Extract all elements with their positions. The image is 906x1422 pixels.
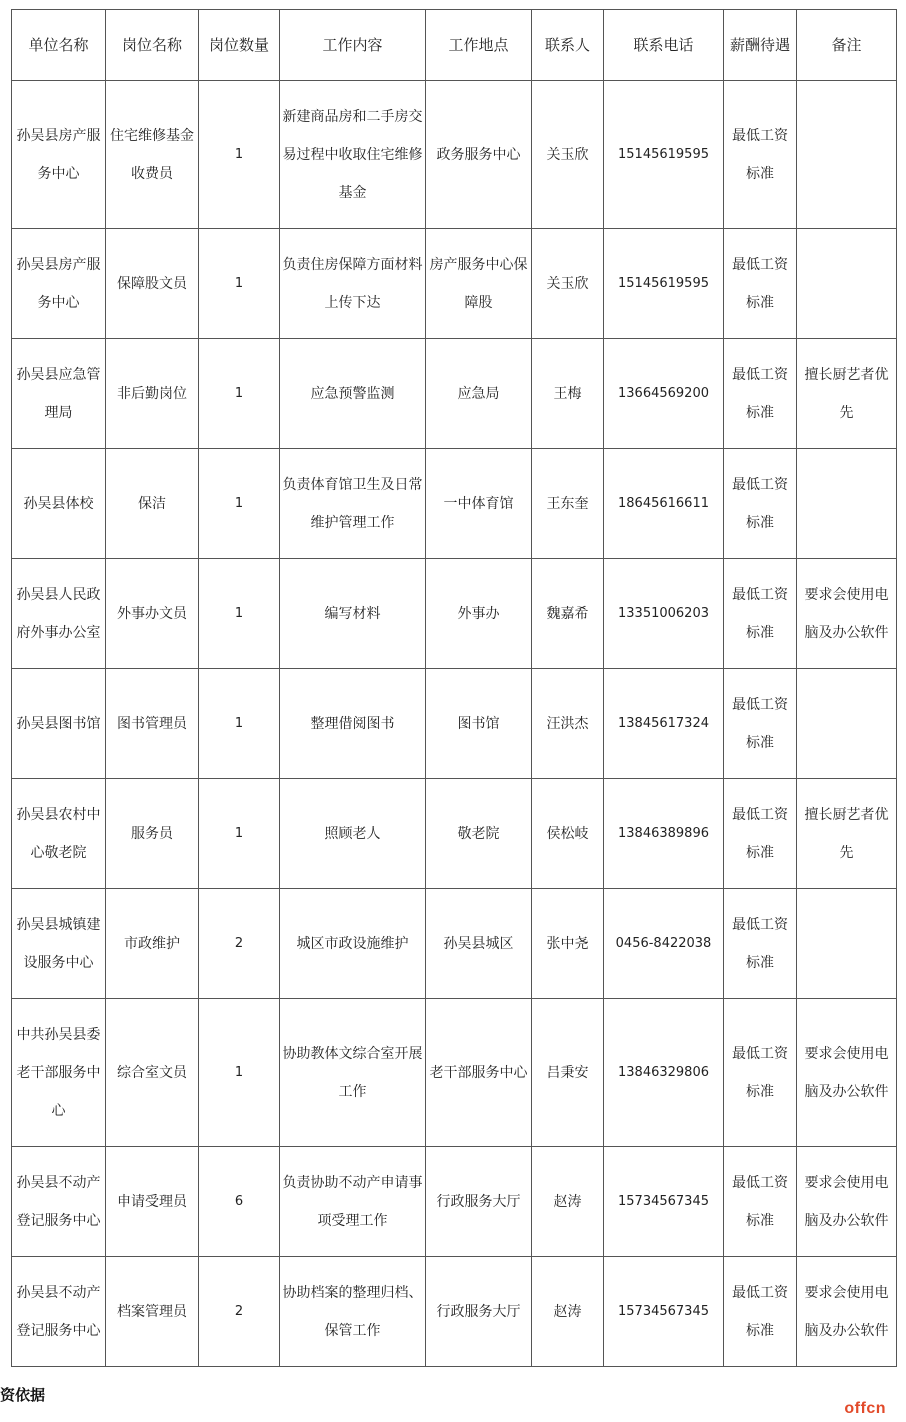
table-cell: 要求会使用电脑及办公软件 <box>797 1257 897 1367</box>
table-cell: 最低工资标准 <box>724 889 797 999</box>
table-cell: 孙吴县房产服务中心 <box>12 229 106 339</box>
header-cell: 联系电话 <box>604 10 724 81</box>
table-cell: 保洁 <box>106 449 199 559</box>
table-cell: 最低工资标准 <box>724 1257 797 1367</box>
table-cell: 老干部服务中心 <box>426 999 532 1147</box>
table-cell <box>797 669 897 779</box>
table-cell: 住宅维修基金收费员 <box>106 81 199 229</box>
table-cell: 保障股文员 <box>106 229 199 339</box>
table-cell: 敬老院 <box>426 779 532 889</box>
table-cell: 最低工资标准 <box>724 449 797 559</box>
table-row <box>12 229 897 339</box>
table-cell: 13351006203 <box>604 559 724 669</box>
table-cell: 应急预警监测 <box>280 339 426 449</box>
table-cell: 房产服务中心保障股 <box>426 229 532 339</box>
table-cell: 王东奎 <box>532 449 604 559</box>
table-cell: 汪洪杰 <box>532 669 604 779</box>
table-cell: 18645616611 <box>604 449 724 559</box>
table-cell: 新建商品房和二手房交易过程中收取住宅维修基金 <box>280 81 426 229</box>
table-cell: 最低工资标准 <box>724 669 797 779</box>
table-cell: 15145619595 <box>604 229 724 339</box>
table-cell: 吕秉安 <box>532 999 604 1147</box>
offcn-watermark: offcn <box>844 1400 886 1417</box>
table-cell: 最低工资标准 <box>724 339 797 449</box>
table-cell: 魏嘉希 <box>532 559 604 669</box>
table-cell: 赵涛 <box>532 1257 604 1367</box>
table-cell: 中共孙吴县委老干部服务中心 <box>12 999 106 1147</box>
table-cell: 1 <box>199 81 280 229</box>
table-cell: 最低工资标准 <box>724 999 797 1147</box>
table-cell: 要求会使用电脑及办公软件 <box>797 1147 897 1257</box>
table-cell: 15145619595 <box>604 81 724 229</box>
table-cell: 1 <box>199 999 280 1147</box>
table-cell: 行政服务大厅 <box>426 1147 532 1257</box>
table-cell: 1 <box>199 669 280 779</box>
table-cell: 13845617324 <box>604 669 724 779</box>
table-cell: 13846329806 <box>604 999 724 1147</box>
table-cell: 最低工资标准 <box>724 81 797 229</box>
table-cell: 外事办文员 <box>106 559 199 669</box>
table-cell: 整理借阅图书 <box>280 669 426 779</box>
table-cell: 2 <box>199 889 280 999</box>
table-cell: 1 <box>199 339 280 449</box>
table-cell: 孙吴县图书馆 <box>12 669 106 779</box>
table-cell: 服务员 <box>106 779 199 889</box>
header-cell: 薪酬待遇 <box>724 10 797 81</box>
table-row <box>12 999 897 1147</box>
table-cell: 孙吴县不动产登记服务中心 <box>12 1147 106 1257</box>
table-cell: 照顾老人 <box>280 779 426 889</box>
table-cell: 最低工资标准 <box>724 559 797 669</box>
table-cell: 孙吴县不动产登记服务中心 <box>12 1257 106 1367</box>
table-cell: 申请受理员 <box>106 1147 199 1257</box>
table-row <box>12 779 897 889</box>
header-cell: 备注 <box>797 10 897 81</box>
header-cell: 联系人 <box>532 10 604 81</box>
header-cell: 单位名称 <box>12 10 106 81</box>
table-cell: 王梅 <box>532 339 604 449</box>
table-cell: 张中尧 <box>532 889 604 999</box>
table-cell: 1 <box>199 449 280 559</box>
table-cell: 负责体育馆卫生及日常维护管理工作 <box>280 449 426 559</box>
table-cell: 最低工资标准 <box>724 1147 797 1257</box>
table-cell: 1 <box>199 779 280 889</box>
table-cell: 孙吴县体校 <box>12 449 106 559</box>
table-cell: 0456-8422038 <box>604 889 724 999</box>
table-cell: 城区市政设施维护 <box>280 889 426 999</box>
header-cell: 工作地点 <box>426 10 532 81</box>
header-cell: 工作内容 <box>280 10 426 81</box>
table-row <box>12 669 897 779</box>
table-cell: 15734567345 <box>604 1147 724 1257</box>
table-cell <box>797 229 897 339</box>
table-cell: 1 <box>199 559 280 669</box>
table-row <box>12 889 897 999</box>
table-cell: 负责协助不动产申请事项受理工作 <box>280 1147 426 1257</box>
table-row <box>12 81 897 229</box>
table-row <box>12 339 897 449</box>
table-cell: 图书馆 <box>426 669 532 779</box>
table-cell: 关玉欣 <box>532 81 604 229</box>
table-cell: 孙吴县农村中心敬老院 <box>12 779 106 889</box>
table-row <box>12 449 897 559</box>
table-header-row <box>12 10 897 81</box>
table-row <box>12 559 897 669</box>
section-heading-fragment: 资依据 <box>0 1386 46 1404</box>
table-cell: 应急局 <box>426 339 532 449</box>
table-cell: 协助档案的整理归档、保管工作 <box>280 1257 426 1367</box>
table-body <box>12 81 897 1367</box>
table-cell: 档案管理员 <box>106 1257 199 1367</box>
table-cell: 非后勤岗位 <box>106 339 199 449</box>
table-cell: 孙吴县城镇建设服务中心 <box>12 889 106 999</box>
table-cell: 要求会使用电脑及办公软件 <box>797 559 897 669</box>
header-cell: 岗位名称 <box>106 10 199 81</box>
table-cell: 最低工资标准 <box>724 229 797 339</box>
table-cell: 市政维护 <box>106 889 199 999</box>
table-cell: 侯松岐 <box>532 779 604 889</box>
table-cell: 1 <box>199 229 280 339</box>
table-cell <box>797 889 897 999</box>
table-cell: 行政服务大厅 <box>426 1257 532 1367</box>
table-cell: 协助教体文综合室开展工作 <box>280 999 426 1147</box>
table-cell <box>797 81 897 229</box>
header-cell: 岗位数量 <box>199 10 280 81</box>
table-cell: 擅长厨艺者优先 <box>797 339 897 449</box>
table-cell: 关玉欣 <box>532 229 604 339</box>
table-cell: 孙吴县房产服务中心 <box>12 81 106 229</box>
table-cell: 负责住房保障方面材料上传下达 <box>280 229 426 339</box>
table-row <box>12 1257 897 1367</box>
table-cell: 孙吴县人民政府外事办公室 <box>12 559 106 669</box>
table-cell: 13846389896 <box>604 779 724 889</box>
table-row <box>12 1147 897 1257</box>
table-cell: 最低工资标准 <box>724 779 797 889</box>
table-cell: 综合室文员 <box>106 999 199 1147</box>
table-cell: 13664569200 <box>604 339 724 449</box>
table-cell: 外事办 <box>426 559 532 669</box>
table-cell: 赵涛 <box>532 1147 604 1257</box>
table-cell: 政务服务中心 <box>426 81 532 229</box>
table-cell: 要求会使用电脑及办公软件 <box>797 999 897 1147</box>
job-postings-table <box>11 9 897 1367</box>
table-cell: 孙吴县城区 <box>426 889 532 999</box>
table-cell: 6 <box>199 1147 280 1257</box>
table-cell: 图书管理员 <box>106 669 199 779</box>
table-cell: 2 <box>199 1257 280 1367</box>
table-cell <box>797 449 897 559</box>
table-cell: 编写材料 <box>280 559 426 669</box>
table-cell: 15734567345 <box>604 1257 724 1367</box>
table-cell: 擅长厨艺者优先 <box>797 779 897 889</box>
table-cell: 孙吴县应急管理局 <box>12 339 106 449</box>
table-cell: 一中体育馆 <box>426 449 532 559</box>
